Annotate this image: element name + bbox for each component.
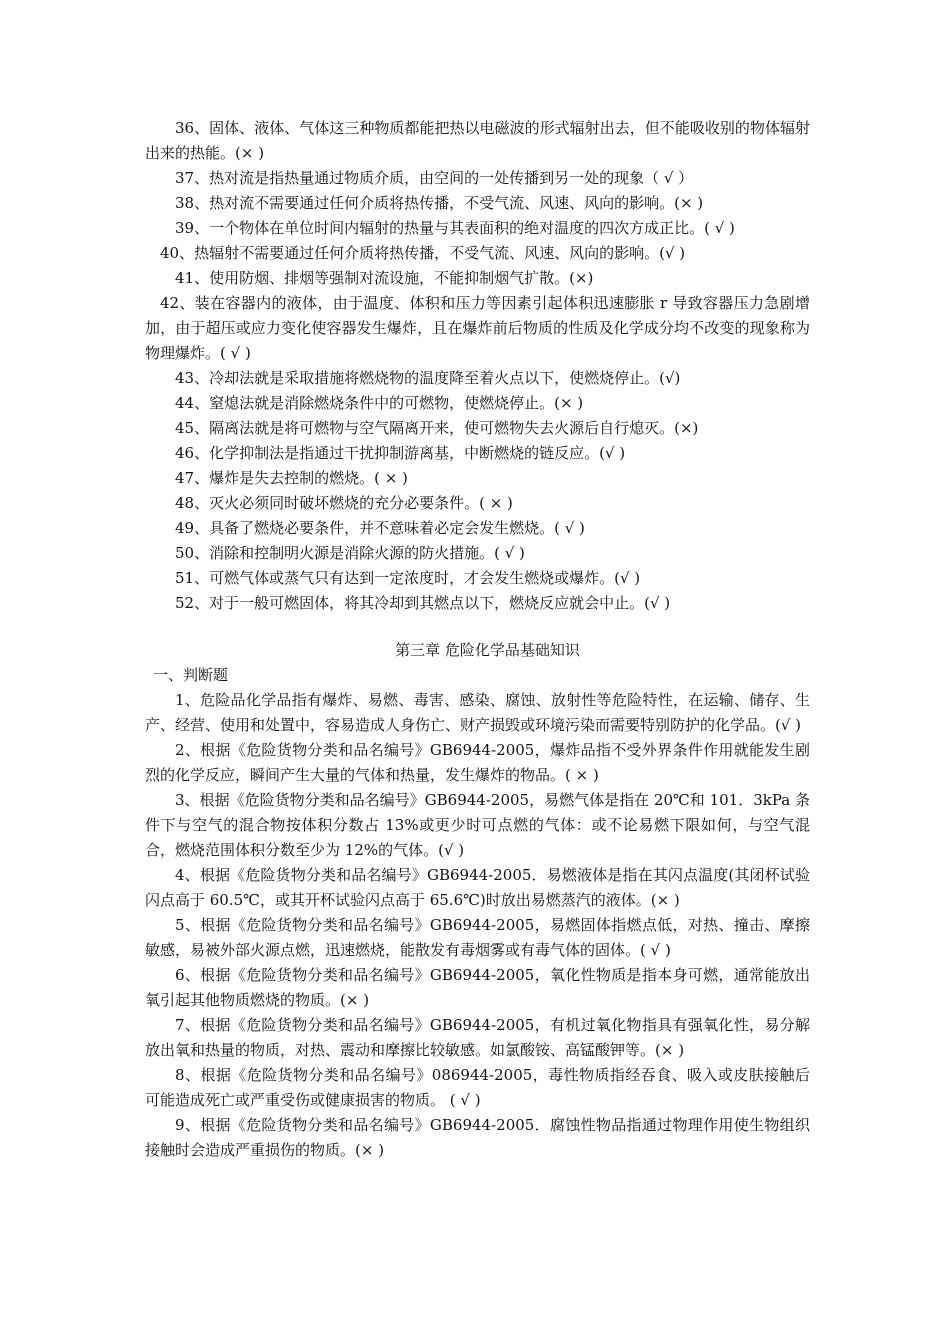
item-48: 48、灭火必须同时破坏燃烧的充分必要条件。( × ) [175, 494, 513, 512]
document-body [145, 116, 810, 1163]
item-44: 44、窒熄法就是消除燃烧条件中的可燃物，使燃烧停止。(× ) [175, 394, 584, 412]
item-37: 37、热对流是指热量通过物质介质，由空间的一处传播到另一处的现象（ √ ） [175, 169, 694, 187]
item-40: 40、热辐射不需要通过任何介质将热传播，不受气流、风速、风向的影响。(√ ) [160, 244, 686, 262]
chapter-item-9: 9、根据《危险货物分类和品名编号》GB6944-2005．腐蚀性物品指通过物理作用使生物组织接触时会造成严重损伤的物质。(× ) [145, 1116, 810, 1159]
chapter-item-5: 5、根据《危险货物分类和品名编号》GB6944-2005，易燃固体指燃点低，对热、撞击、摩擦敏感，易被外部火源点燃，迅速燃烧，能散发有毒烟雾或有毒气体的固体。( √ ) [145, 916, 810, 959]
chapter-item-2: 2、根据《危险货物分类和品名编号》GB6944-2005，爆炸品指不受外界条件作用就能发生剧烈的化学反应，瞬间产生大量的气体和热量，发生爆炸的物品。( × ) [145, 741, 810, 784]
chapter-item-7: 7、根据《危险货物分类和品名编号》GB6944-2005，有机过氧化物指具有强氧化性，易分解放出氧和热量的物质，对热、震动和摩擦比较敏感。如氯酸铵、高锰酸钾等。(× ) [145, 1016, 810, 1059]
item-43: 43、冷却法就是采取措施将燃烧物的温度降至着火点以下，使燃烧停止。(√) [175, 369, 681, 387]
item-51: 51、可燃气体或蒸气只有达到一定浓度时，才会发生燃烧或爆炸。(√ ) [175, 569, 641, 587]
item-47: 47、爆炸是失去控制的燃烧。( × ) [175, 469, 408, 487]
chapter-item-6: 6、根据《危险货物分类和品名编号》GB6944-2005，氧化性物质是指本身可燃，通常能放出氧引起其他物质燃烧的物质。(× ) [145, 966, 810, 1009]
item-39: 39、一个物体在单位时间内辐射的热量与其表面积的绝对温度的四次方成正比。( √ ) [175, 219, 735, 237]
chapter-item-1: 1、危险品化学品指有爆炸、易燃、毒害、感染、腐蚀、放射性等危险特性，在运输、储存、生产、经营、使用和处置中，容易造成人身伤亡、财产损毁或环境污染而需要特别防护的化学品。(√ ) [145, 691, 810, 734]
item-46: 46、化学抑制法是指通过干扰抑制游离基，中断燃烧的链反应。(√ ) [175, 444, 626, 462]
chapter-item-3: 3、根据《危险货物分类和品名编号》GB6944-2005，易燃气体是指在 20℃和 101．3kPa 条件下与空气的混合物按体积分数占 13%或更少时可点燃的气体：或不论易燃下限如何，与空气混合，燃烧范围体积分数至少为 12%的气体。(√ ) [145, 791, 810, 859]
chapter-item-8: 8、根据《危险货物分类和品名编号》086944-2005，毒性物质指经吞食、吸入或皮肤接触后可能造成死亡或严重受伤或健康损害的物质。 ( √ ) [145, 1066, 810, 1109]
item-49: 49、具备了燃烧必要条件，并不意味着必定会发生燃烧。( √ ) [175, 519, 585, 537]
item-52: 52、对于一般可燃固体，将其冷却到其燃点以下，燃烧反应就会中止。(√ ) [175, 594, 671, 612]
item-41: 41、使用防烟、排烟等强制对流设施，不能抑制烟气扩散。(×) [175, 269, 594, 287]
item-45: 45、隔离法就是将可燃物与空气隔离开来，使可燃物失去火源后自行熄灭。(×) [175, 419, 699, 437]
section-heading: 一、判断题 [153, 666, 229, 684]
item-38: 38、热对流不需要通过任何介质将热传播，不受气流、风速、风向的影响。(× ) [175, 194, 704, 212]
item-50: 50、消除和控制明火源是消除火源的防火措施。( √ ) [175, 544, 525, 562]
chapter-item-4: 4、根据《危险货物分类和品名编号》GB6944-2005．易燃液体是指在其闪点温度(其闭杯试验闪点高于 60.5℃，或其开杯试验闪点高于 65.6℃)时放出易燃蒸汽的液体。(× ) [145, 866, 810, 909]
item-36: 36、固体、液体、气体这三种物质都能把热以电磁波的形式辐射出去，但不能吸收别的物体辐射出来的热能。(× ) [145, 119, 810, 162]
chapter-title: 第三章 危险化学品基础知识 [395, 641, 580, 659]
item-42: 42、装在容器内的液体，由于温度、体积和压力等因素引起体积迅速膨胀 r 导致容器压力急剧增加，由于超压或应力变化使容器发生爆炸，且在爆炸前后物质的性质及化学成分均不改变的现象称为物理爆炸。( √ ) [145, 294, 810, 362]
